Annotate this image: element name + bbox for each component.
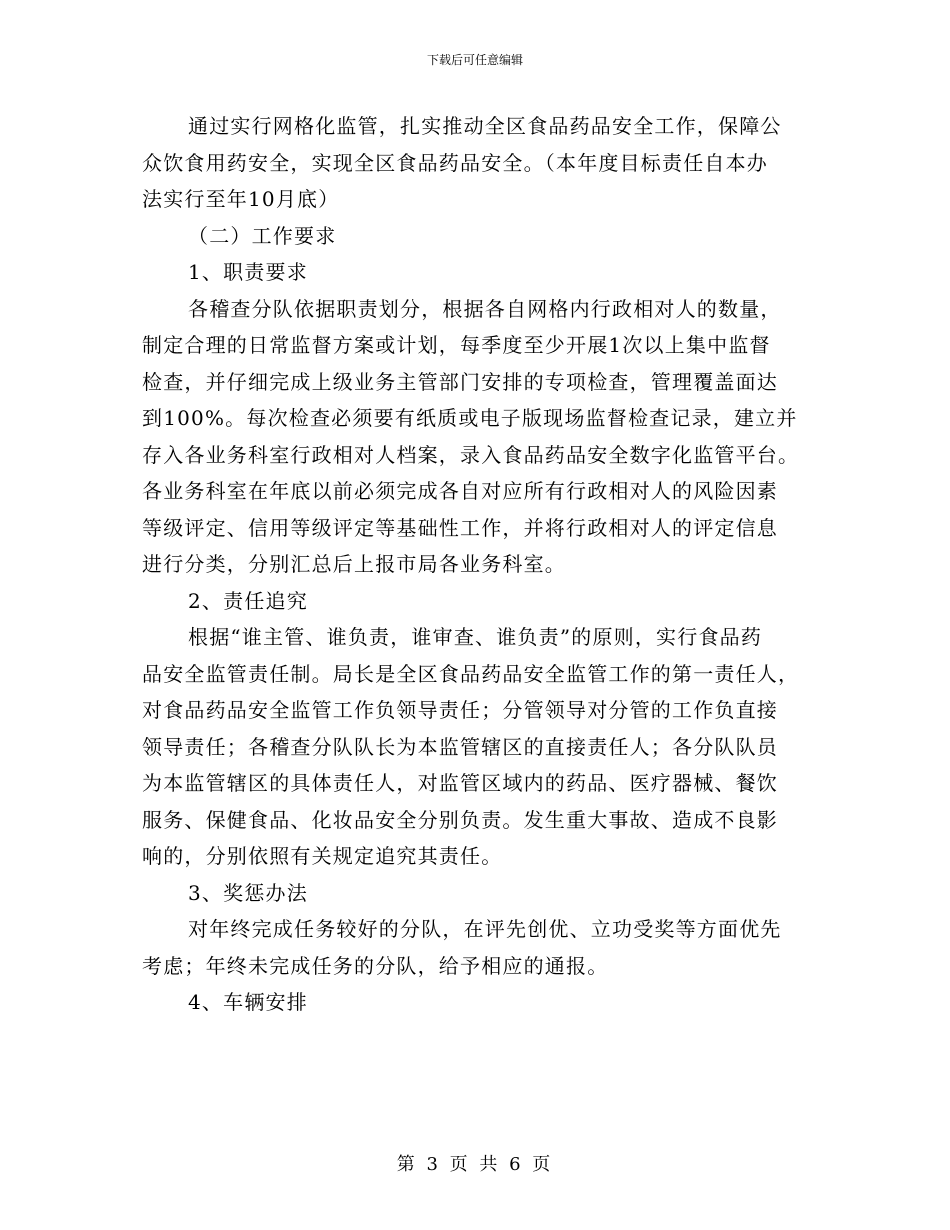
- paragraph-goal: [142, 108, 810, 218]
- text-line: 等级评定、信用等级评定等基础性工作，并将行政相对人的评定信息: [142, 515, 778, 540]
- document-body: [142, 108, 810, 1021]
- text-line: 检查，并仔细完成上级业务主管部门安排的专项检查，管理覆盖面达: [142, 369, 778, 394]
- text-line: 对年终完成任务较好的分队，在评先创优、立功受奖等方面优先: [188, 917, 782, 941]
- paragraph-duty-requirements: [142, 291, 810, 583]
- text-line: 制定合理的日常监督方案或计划，每季度至少开展1次以上集中监督: [142, 333, 771, 357]
- subheading-vehicle-arrangement: [142, 984, 810, 1021]
- heading-text: 1、职责要求: [188, 260, 308, 284]
- heading-text: （二）工作要求: [188, 223, 337, 248]
- subheading-accountability: [142, 583, 810, 620]
- text-line: 进行分类，分别汇总后上报市局各业务科室。: [142, 552, 566, 576]
- text-line: 响的，分别依照有关规定追究其责任。: [142, 844, 503, 868]
- text-line: 根据“谁主管、谁负责，谁审查、谁负责”的原则，实行食品药: [188, 625, 763, 649]
- text-line: 考虑；年终未完成任务的分队，给予相应的通报。: [142, 953, 609, 978]
- page-footer: 第 3 页 共 6 页: [396, 1154, 554, 1175]
- text-line: 通过实行网格化监管，扎实推动全区食品药品安全工作，保障公: [188, 114, 782, 138]
- text-line: 存入各业务科室行政相对人档案，录入食品药品安全数字化监管平台。: [142, 442, 800, 467]
- text-line: 法实行至年10月底）: [142, 187, 340, 211]
- text-line: 领导责任；各稽查分队队长为本监管辖区的直接责任人；各分队队员: [142, 734, 778, 759]
- text-line: 对食品药品安全监管工作负领导责任；分管领导对分管的工作负直接: [142, 698, 778, 722]
- text-line: 服务、保健食品、化妆品安全分别负责。发生重大事故、造成不良影: [142, 807, 778, 832]
- heading-text: 2、责任追究: [188, 588, 308, 613]
- text-line: 众饮食用药安全，实现全区食品药品安全。（本年度目标责任自本办: [142, 150, 768, 175]
- text-line: 品安全监管责任制。局长是全区食品药品安全监管工作的第一责任人，: [142, 661, 800, 686]
- section-heading-work-requirements: [142, 218, 810, 255]
- text-line: 到100%。每次检查必须要有纸质或电子版现场监督检查记录，建立并: [142, 406, 798, 430]
- text-line: 各业务科室在年底以前必须完成各自对应所有行政相对人的风险因素: [142, 479, 778, 503]
- heading-text: 3、奖惩办法: [188, 880, 308, 905]
- paragraph-accountability: [142, 619, 810, 875]
- heading-text: 4、车辆安排: [188, 990, 308, 1014]
- paragraph-rewards-penalties: [142, 911, 810, 984]
- subheading-duty-requirements: [142, 254, 810, 291]
- text-line: 各稽查分队依据职责划分，根据各自网格内行政相对人的数量，: [188, 296, 782, 321]
- page-header: 下载后可任意编辑: [426, 53, 523, 67]
- subheading-rewards-penalties: [142, 875, 810, 912]
- text-line: 为本监管辖区的具体责任人，对监管区域内的药品、医疗器械、餐饮: [142, 771, 778, 795]
